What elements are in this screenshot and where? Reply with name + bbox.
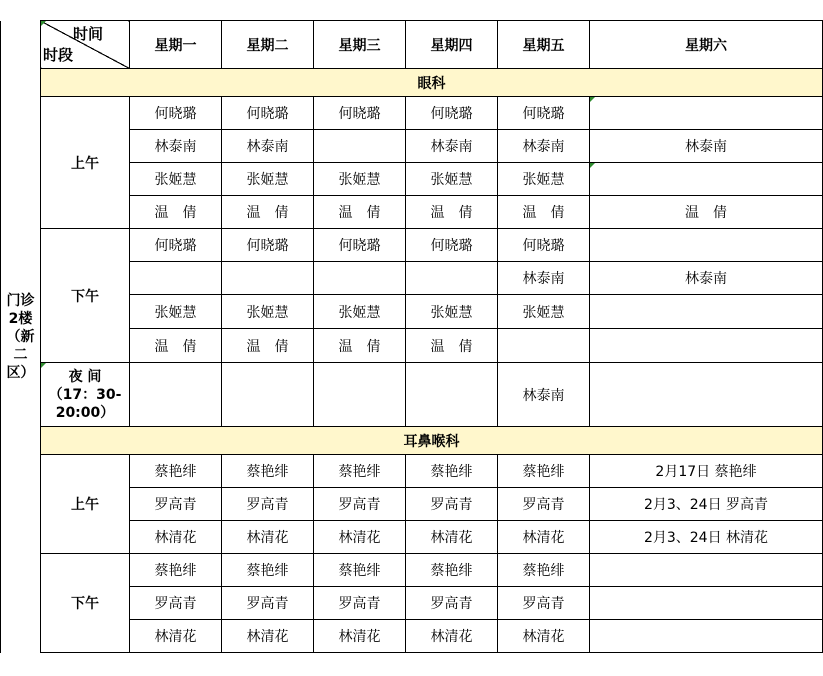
location-line: 区） bbox=[6, 364, 35, 381]
schedule-cell: 罗高青 bbox=[130, 488, 222, 521]
schedule-cell: 罗高青 bbox=[498, 587, 590, 620]
schedule-cell bbox=[590, 97, 823, 130]
schedule-cell: 温 倩 bbox=[222, 196, 314, 229]
schedule-cell bbox=[314, 262, 406, 295]
section-title-ophthalmology: 眼科 bbox=[41, 69, 823, 97]
schedule-cell bbox=[222, 363, 314, 427]
schedule-cell: 温 倩 bbox=[130, 329, 222, 363]
schedule-cell: 林泰南 bbox=[406, 130, 498, 163]
schedule-cell: 罗高青 bbox=[222, 587, 314, 620]
schedule-cell bbox=[406, 363, 498, 427]
schedule-cell bbox=[590, 587, 823, 620]
schedule-cell: 何晓璐 bbox=[314, 97, 406, 130]
night-line: 20:00） bbox=[55, 404, 115, 421]
schedule-cell: 林清花 bbox=[222, 620, 314, 653]
schedule-cell bbox=[590, 329, 823, 363]
location-cell bbox=[1, 21, 41, 653]
schedule-cell: 蔡艳绯 bbox=[130, 554, 222, 587]
schedule-cell bbox=[498, 329, 590, 363]
night-line: （17：30- bbox=[48, 386, 122, 403]
schedule-cell: 林清花 bbox=[498, 521, 590, 554]
schedule-cell: 林泰南 bbox=[130, 130, 222, 163]
schedule-cell: 张姬慧 bbox=[406, 163, 498, 196]
schedule-cell: 张姬慧 bbox=[130, 163, 222, 196]
schedule-cell: 张姬慧 bbox=[498, 295, 590, 329]
schedule-cell bbox=[590, 163, 823, 196]
schedule-cell bbox=[590, 620, 823, 653]
header-corner-period: 时段 bbox=[43, 46, 74, 64]
section-title-ent: 耳鼻喉科 bbox=[41, 427, 823, 455]
schedule-cell bbox=[406, 262, 498, 295]
header-corner-cell bbox=[41, 21, 130, 69]
location-line: （新 bbox=[6, 328, 35, 345]
schedule-cell: 蔡艳绯 bbox=[314, 455, 406, 488]
schedule-cell: 温 倩 bbox=[314, 329, 406, 363]
schedule-cell: 张姬慧 bbox=[130, 295, 222, 329]
schedule-cell: 林清花 bbox=[406, 521, 498, 554]
schedule-cell: 温 倩 bbox=[130, 196, 222, 229]
schedule-cell: 蔡艳绯 bbox=[222, 455, 314, 488]
schedule-cell bbox=[130, 262, 222, 295]
schedule-cell: 林清花 bbox=[222, 521, 314, 554]
schedule-cell: 张姬慧 bbox=[222, 295, 314, 329]
schedule-cell bbox=[314, 363, 406, 427]
header-day: 星期五 bbox=[498, 21, 590, 69]
schedule-cell: 何晓璐 bbox=[222, 97, 314, 130]
schedule-cell: 蔡艳绯 bbox=[130, 455, 222, 488]
schedule-cell: 蔡艳绯 bbox=[498, 554, 590, 587]
period-label: 下午 bbox=[41, 229, 130, 363]
period-label: 上午 bbox=[41, 455, 130, 554]
location-line: 门诊 bbox=[6, 292, 35, 309]
night-line: 夜 间 bbox=[68, 368, 102, 385]
schedule-cell: 林泰南 bbox=[498, 130, 590, 163]
schedule-cell: 林清花 bbox=[130, 620, 222, 653]
schedule-cell: 2月3、24日 林清花 bbox=[590, 521, 823, 554]
schedule-cell bbox=[314, 130, 406, 163]
schedule-cell: 林泰南 bbox=[222, 130, 314, 163]
schedule-cell: 林泰南 bbox=[590, 262, 823, 295]
schedule-cell: 温 倩 bbox=[498, 196, 590, 229]
schedule-cell: 温 倩 bbox=[222, 329, 314, 363]
schedule-cell: 何晓璐 bbox=[498, 229, 590, 262]
schedule-cell: 蔡艳绯 bbox=[222, 554, 314, 587]
schedule-cell: 林清花 bbox=[130, 521, 222, 554]
schedule-cell: 2月3、24日 罗高青 bbox=[590, 488, 823, 521]
schedule-cell: 蔡艳绯 bbox=[406, 455, 498, 488]
schedule-cell: 张姬慧 bbox=[314, 295, 406, 329]
schedule-cell: 何晓璐 bbox=[498, 97, 590, 130]
schedule-cell: 蔡艳绯 bbox=[314, 554, 406, 587]
schedule-cell bbox=[590, 363, 823, 427]
schedule-table bbox=[0, 20, 823, 653]
schedule-cell: 何晓璐 bbox=[130, 229, 222, 262]
schedule-cell: 林清花 bbox=[406, 620, 498, 653]
header-day: 星期六 bbox=[590, 21, 823, 69]
schedule-cell: 罗高青 bbox=[314, 587, 406, 620]
schedule-cell: 张姬慧 bbox=[222, 163, 314, 196]
schedule-cell bbox=[590, 229, 823, 262]
schedule-cell: 罗高青 bbox=[314, 488, 406, 521]
schedule-cell: 林泰南 bbox=[498, 363, 590, 427]
schedule-cell: 何晓璐 bbox=[314, 229, 406, 262]
schedule-cell: 罗高青 bbox=[406, 488, 498, 521]
location-line: 二 bbox=[13, 346, 28, 363]
schedule-cell: 2月17日 蔡艳绯 bbox=[590, 455, 823, 488]
schedule-cell: 何晓璐 bbox=[406, 97, 498, 130]
schedule-cell: 何晓璐 bbox=[130, 97, 222, 130]
schedule-cell: 罗高青 bbox=[406, 587, 498, 620]
header-day: 星期二 bbox=[222, 21, 314, 69]
schedule-cell: 林清花 bbox=[314, 620, 406, 653]
schedule-cell: 罗高青 bbox=[130, 587, 222, 620]
schedule-cell bbox=[590, 554, 823, 587]
header-day: 星期一 bbox=[130, 21, 222, 69]
schedule-cell: 张姬慧 bbox=[498, 163, 590, 196]
header-corner-time: 时间 bbox=[72, 25, 103, 43]
schedule-cell: 林清花 bbox=[314, 521, 406, 554]
period-label: 上午 bbox=[41, 97, 130, 229]
schedule-cell: 温 倩 bbox=[590, 196, 823, 229]
schedule-cell: 林泰南 bbox=[498, 262, 590, 295]
header-day: 星期四 bbox=[406, 21, 498, 69]
schedule-cell: 蔡艳绯 bbox=[498, 455, 590, 488]
schedule-cell: 何晓璐 bbox=[222, 229, 314, 262]
period-label-night bbox=[41, 363, 130, 427]
schedule-cell bbox=[590, 295, 823, 329]
schedule-cell: 罗高青 bbox=[498, 488, 590, 521]
schedule-cell: 林清花 bbox=[498, 620, 590, 653]
schedule-cell: 罗高青 bbox=[222, 488, 314, 521]
location-line: 2楼 bbox=[8, 310, 33, 327]
schedule-cell: 何晓璐 bbox=[406, 229, 498, 262]
schedule-cell: 蔡艳绯 bbox=[406, 554, 498, 587]
header-day: 星期三 bbox=[314, 21, 406, 69]
schedule-cell: 张姬慧 bbox=[406, 295, 498, 329]
schedule-cell: 温 倩 bbox=[406, 329, 498, 363]
schedule-cell bbox=[222, 262, 314, 295]
schedule-cell: 林泰南 bbox=[590, 130, 823, 163]
schedule-cell: 温 倩 bbox=[406, 196, 498, 229]
schedule-cell bbox=[130, 363, 222, 427]
schedule-cell: 张姬慧 bbox=[314, 163, 406, 196]
period-label: 下午 bbox=[41, 554, 130, 653]
schedule-cell: 温 倩 bbox=[314, 196, 406, 229]
